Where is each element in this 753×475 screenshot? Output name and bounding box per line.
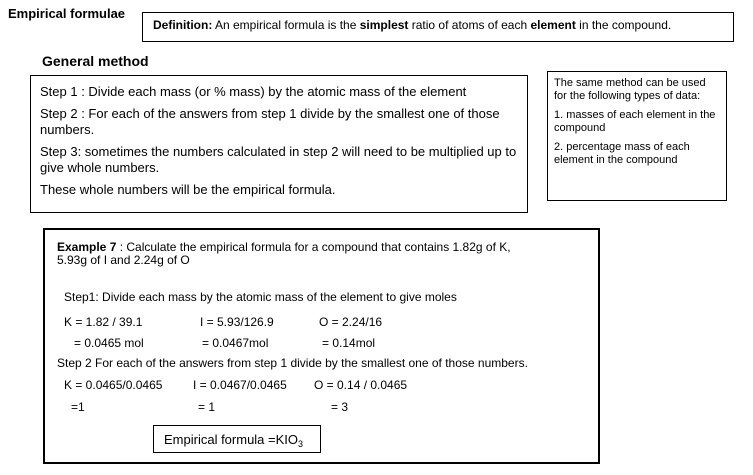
definition-text-3: in the compound. <box>575 18 672 32</box>
step-1: Step 1 : Divide each mass (or % mass) by the atomic mass of the element <box>40 84 467 99</box>
empirical-formula-box <box>153 425 321 453</box>
side-note-item-1: 1. masses of each element in the compound <box>554 109 716 134</box>
step-conclusion: These whole numbers will be the empirical formula. <box>40 182 336 197</box>
definition-text-1: An empirical formula is the <box>212 18 360 32</box>
steps-box <box>30 75 528 213</box>
k-moles: = 0.0465 mol <box>74 336 144 350</box>
step-3: Step 3: sometimes the numbers calculated in step 2 will need to be multiplied up to give whole numbers. <box>40 144 517 175</box>
step-2: Step 2 : For each of the answers from step 1 divide by the smallest one of those numbers. <box>40 106 500 137</box>
o-ratio: O = 0.14 / 0.0465 <box>314 378 408 392</box>
example-question-text: : Calculate the empirical formula for a compound that contains 1.82g of K, 5.93g of I and 2.24g of O <box>57 240 511 267</box>
side-note-box <box>547 71 727 201</box>
k-ratio: K = 0.0465/0.0465 <box>64 378 163 392</box>
k-division: K = 1.82 / 39.1 <box>64 315 143 329</box>
example-step1: Step1: Divide each mass by the atomic mass of the element to give moles <box>64 290 457 304</box>
o-division: O = 2.24/16 <box>319 315 383 329</box>
example-step2: Step 2 For each of the answers from step 1 divide by the smallest one of those numbers. <box>57 356 528 370</box>
k-result: =1 <box>71 400 85 414</box>
o-moles: = 0.14mol <box>322 336 376 350</box>
side-note-item-2: 2. percentage mass of each element in the compound <box>554 141 690 166</box>
side-note-intro: The same method can be used for the following types of data: <box>554 77 706 102</box>
definition-bold-element: element <box>530 18 576 32</box>
definition-text-2: ratio of atoms of each <box>408 18 531 32</box>
definition-bold-simplest: simplest <box>359 18 409 32</box>
i-moles: = 0.0467mol <box>202 336 269 350</box>
o-result: = 3 <box>331 400 349 414</box>
example-question <box>57 241 527 267</box>
i-division: I = 5.93/126.9 <box>200 315 274 329</box>
i-result: = 1 <box>198 400 216 414</box>
general-method-heading: General method <box>42 53 149 69</box>
empirical-formula-text: Empirical formula =KIO <box>164 432 299 447</box>
empirical-formula-subscript: 3 <box>298 439 304 449</box>
definition-box <box>142 12 734 42</box>
page-title: Empirical formulae <box>8 6 126 21</box>
definition-label: Definition: <box>153 18 213 32</box>
i-ratio: I = 0.0467/0.0465 <box>193 378 287 392</box>
example-label: Example 7 <box>57 240 117 254</box>
